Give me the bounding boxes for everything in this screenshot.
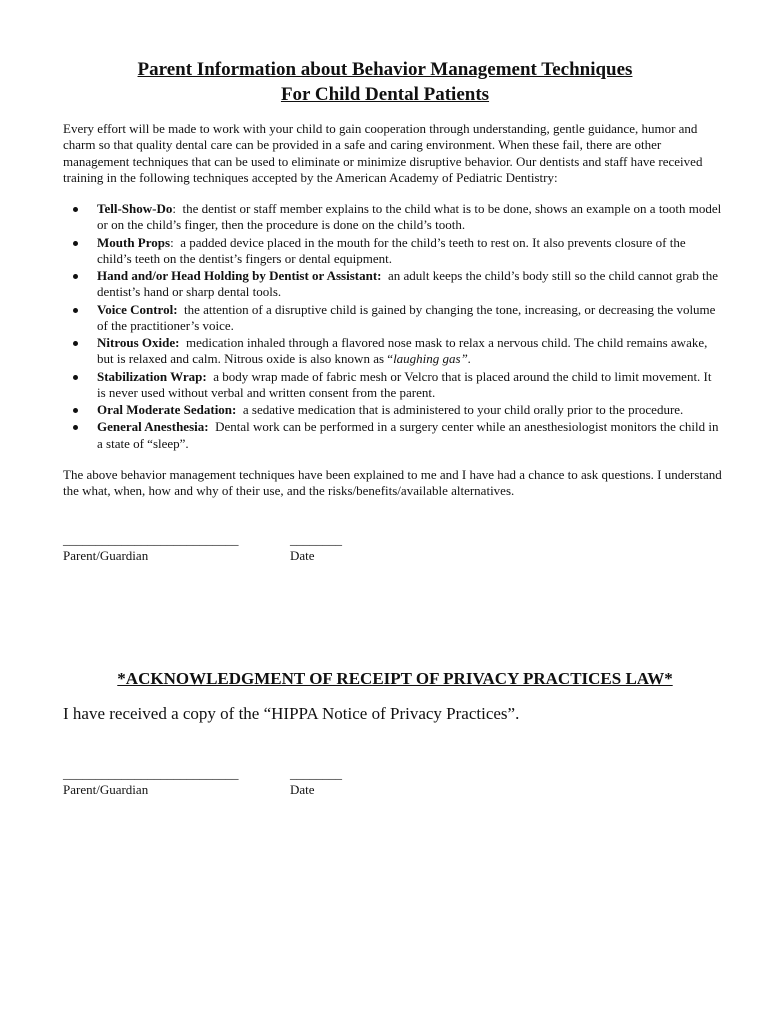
intro-paragraph: Every effort will be made to work with your child to gain cooperation through understanding, gentle guidance, humor and charm so that quality dental care can be provided in a safe and caring environment. When these fail, there are other management techniques that can be used to eliminate or minimize disruptive behavior. Our dentists and staff have received training in the following techniques accepted by the American Academy of Pediatric Dentistry: [63,121,703,185]
bullet-icon [73,207,78,212]
technique-term: Tell-Show-Do [97,201,173,216]
technique-description: a sedative medication that is administered to your child orally prior to the procedure. [242,402,684,417]
technique-term: Voice Control: [97,301,178,317]
parent-signature-line-2[interactable]: ___________________________ [63,766,239,781]
document-title: Parent Information about Behavior Management Techniques [137,59,633,80]
technique-description: a padded device placed in the mouth for the child’s teeth to rest on. It also prevents closure of the child’s teeth on the dentist’s fingers or dental equipment. [97,234,686,266]
technique-term: General Anesthesia: [97,419,209,435]
technique-item [63,419,723,451]
bullet-icon [73,408,78,413]
bullet-icon [73,241,78,246]
document-subtitle: For Child Dental Patients [280,84,490,105]
technique-description: Dental work can be performed in a surgery center while an anesthesiologist monitors the child in a state of “sleep”. [97,419,719,451]
bullet-icon [73,375,78,380]
privacy-statement: I have received a copy of the “HIPPA Notice of Privacy Practices”. [63,704,520,723]
technique-item [63,402,723,418]
technique-description: medication inhaled through a flavored nose mask to relax a nervous child. The child remains awake, but is relaxed and calm. Nitrous oxide is also known as “ [97,335,708,367]
bullet-icon [73,274,78,279]
acknowledgement-paragraph: The above behavior management techniques have been explained to me and I have had a chance to ask questions. I understand the what, when, how and why of their use, and the risks/benefits/available alternatives. [63,467,722,499]
technique-separator: : [170,234,181,250]
technique-term: Hand and/or Head Holding by Dentist or Assistant: [97,268,382,283]
parent-guardian-label-2: Parent/Guardian [63,782,149,797]
parent-signature-line[interactable]: ___________________________ [63,532,239,547]
technique-item [63,268,723,300]
date-signature-line-2[interactable]: ________ [290,766,342,781]
technique-italic-text: laughing gas”. [393,351,472,367]
technique-term: Oral Moderate Sedation: [97,402,237,417]
bullet-icon [73,341,78,346]
technique-description: the attention of a disruptive child is gained by changing the tone, increasing, or decreasing the volume of the practitioner’s voice. [97,301,716,333]
technique-term: Mouth Props [97,234,171,250]
technique-separator: : [172,201,183,216]
technique-item [63,369,723,401]
technique-description: an adult keeps the child’s body still so the child cannot grab the dentist’s hand or sharp dental tools. [97,268,718,300]
technique-term: Stabilization Wrap: [97,368,207,384]
technique-list [63,201,723,453]
date-label-2: Date [290,782,315,797]
parent-guardian-label: Parent/Guardian [63,548,149,563]
technique-item [63,302,723,334]
date-label: Date [290,548,315,563]
date-signature-line[interactable]: ________ [290,532,342,547]
technique-description: a body wrap made of fabric mesh or Velcro that is placed around the child to limit movement. It is never used without verbal and written consent from the parent. [97,368,712,400]
privacy-heading: *ACKNOWLEDGMENT OF RECEIPT OF PRIVACY PRACTICES LAW* [117,669,673,688]
bullet-icon [73,425,78,430]
technique-term: Nitrous Oxide: [97,335,180,350]
technique-item [63,235,723,267]
bullet-icon [73,308,78,313]
technique-item [63,335,723,367]
technique-description: the dentist or staff member explains to the child what is to be done, shows an example on a tooth model or on the child’s finger, then the procedure is done on the child’s tooth. [97,201,722,233]
technique-item [63,201,723,233]
